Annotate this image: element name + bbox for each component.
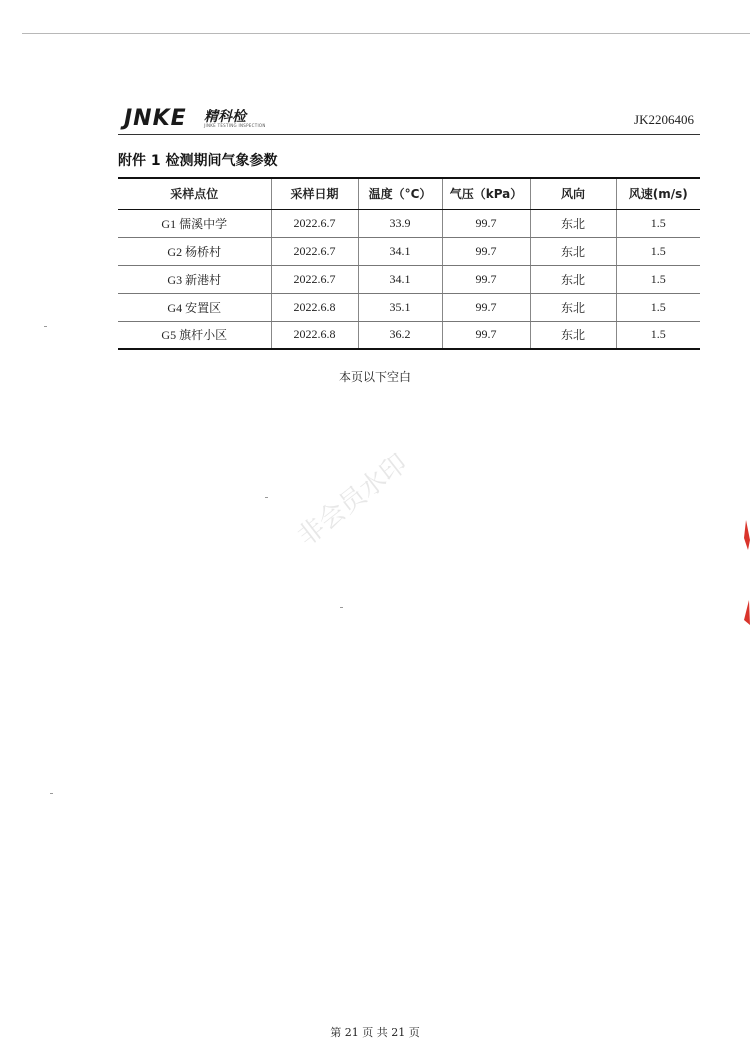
- table-cell: 2022.6.8: [271, 293, 358, 321]
- scan-speck: [44, 326, 47, 327]
- table-cell: 东北: [530, 209, 616, 237]
- column-header: 风速(m/s): [616, 178, 700, 209]
- scan-speck: [265, 497, 268, 498]
- table-cell: G2 杨桥村: [118, 237, 271, 265]
- report-number: JK2206406: [634, 112, 694, 127]
- table-row: [118, 209, 700, 237]
- column-header: 气压（kPa）: [442, 178, 530, 209]
- column-header: 风向: [530, 178, 616, 209]
- table-header-row: [118, 178, 700, 209]
- table-cell: 99.7: [442, 265, 530, 293]
- table-row: [118, 265, 700, 293]
- table-cell: G4 安置区: [118, 293, 271, 321]
- table-cell: 34.1: [358, 237, 442, 265]
- page-footer: 第 21 页 共 21 页: [330, 1026, 420, 1039]
- table-cell: 1.5: [616, 209, 700, 237]
- watermark: 非会员水印: [292, 448, 414, 553]
- table-row: [118, 237, 700, 265]
- section-title: 附件 1 检测期间气象参数: [118, 153, 278, 169]
- table-row: [118, 321, 700, 349]
- seal-stamp-edge: [740, 520, 750, 630]
- column-header: 采样日期: [271, 178, 358, 209]
- weather-parameters-table: [118, 177, 700, 350]
- table-cell: 2022.6.8: [271, 321, 358, 349]
- logo-wordmark: JNKE: [124, 106, 187, 131]
- logo-tagline: JINKE TESTING INSPECTION: [204, 123, 266, 128]
- table-cell: G1 儒溪中学: [118, 209, 271, 237]
- table-cell: 2022.6.7: [271, 265, 358, 293]
- table-cell: 东北: [530, 237, 616, 265]
- table-cell: 2022.6.7: [271, 209, 358, 237]
- table-row: [118, 293, 700, 321]
- table-cell: 2022.6.7: [271, 237, 358, 265]
- header-rule: [118, 134, 700, 135]
- table-cell: 36.2: [358, 321, 442, 349]
- table-cell: 99.7: [442, 293, 530, 321]
- column-header: 温度（°C）: [358, 178, 442, 209]
- scan-speck: [340, 607, 343, 608]
- table-cell: G5 旗杆小区: [118, 321, 271, 349]
- table-cell: 东北: [530, 321, 616, 349]
- table-cell: 35.1: [358, 293, 442, 321]
- table-cell: G3 新港村: [118, 265, 271, 293]
- table-cell: 东北: [530, 293, 616, 321]
- table-cell: 99.7: [442, 237, 530, 265]
- table-cell: 1.5: [616, 237, 700, 265]
- table-cell: 东北: [530, 265, 616, 293]
- seal-stamp-mark: [744, 520, 750, 625]
- top-rule: [22, 33, 750, 34]
- scan-speck: [50, 793, 53, 794]
- table-cell: 99.7: [442, 209, 530, 237]
- table-cell: 33.9: [358, 209, 442, 237]
- blank-below-note: 本页以下空白: [338, 370, 411, 384]
- page-header: [122, 104, 694, 136]
- table-cell: 1.5: [616, 321, 700, 349]
- table-cell: 1.5: [616, 293, 700, 321]
- column-header: 采样点位: [118, 178, 271, 209]
- table-cell: 1.5: [616, 265, 700, 293]
- table-cell: 99.7: [442, 321, 530, 349]
- logo-chinese-name: 精科检: [204, 109, 246, 125]
- table-cell: 34.1: [358, 265, 442, 293]
